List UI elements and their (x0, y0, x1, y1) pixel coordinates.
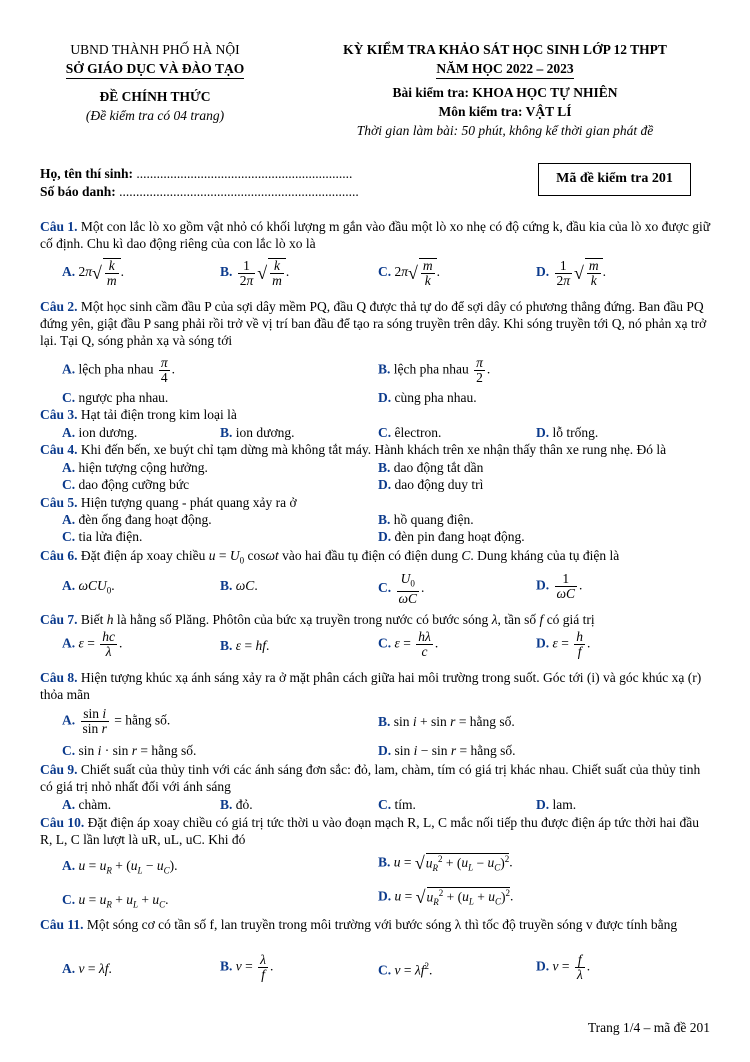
q10-option-a: A. $u = u_R + (u_L - u_C)$. (62, 858, 178, 876)
q6-option-d: D. $\frac{1}{\omega C}$ . (536, 571, 583, 601)
q3-option-c: C. êlectron. (378, 425, 442, 440)
q10-option-b: B. $u = √u_R^2 + (u_L - u_C)^2$. (378, 853, 513, 873)
school-year: NĂM HỌC 2022 – 2023 (305, 59, 705, 79)
q9-option-d: D. lam. (536, 797, 577, 812)
question-2: Câu 2. Một học sinh cầm đầu P của sợi dây mềm PQ, đầu Q được thả tự do để sợi dây có phương thẳng đứng. Ban đầu PQ đứng yên, giật đầu P sang phải rồi trở về vị trí ban đầu để tạo ra sóng truyền trên dây. Khi sóng truyền tới Q, nó phản xạ trở lại. Tại Q, sóng phản xạ và sóng tới (40, 299, 707, 348)
q1-option-b: B. $\frac{1}{2\pi}$ √ $\frac{k}{m}$ . (220, 257, 290, 288)
q8-option-a: A. $\frac{\text{sin i}}{\text{sin r}}$ = hằng số. (62, 706, 171, 736)
q4-option-a: A. hiện tượng cộng hưởng. (62, 460, 208, 475)
q3-option-a: A. ion dương. (62, 425, 138, 440)
page-count-note: (Đề kiểm tra có 04 trang) (85, 108, 225, 123)
q8-option-b: B. sin i + sin r = hằng số. (378, 714, 515, 729)
q10-option-d: D. $u = √u_R^2 + (u_L + u_C)^2$. (378, 887, 514, 907)
q8-option-d: D. sin i − sin r = hằng số. (378, 743, 516, 758)
candidate-name-line: Họ, tên thí sinh: ................................................................ (40, 166, 353, 181)
header-right (305, 40, 705, 140)
q6-option-b: B. ωC. (220, 578, 258, 593)
question-1: Câu 1. Một con lắc lò xo gồm vật nhỏ có khối lượng m gắn vào đầu một lò xo nhẹ có độ cứng k, đầu kia của lò xo được giữ cố định. Chu kì dao động riêng của con lắc lò xo là (40, 219, 711, 251)
q5-option-a: A. đèn ống đang hoạt động. (62, 512, 212, 527)
question-8: Câu 8. Hiện tượng khúc xạ ánh sáng xảy ra ở mặt phân cách giữa hai môi trường trong suốt. Góc tới (i) và góc khúc xạ (r) thỏa mãn (40, 670, 702, 702)
q7-option-d: D. ε = $\frac{h}{f}$ . (536, 629, 591, 659)
q2-option-c: C. ngược pha nhau. (62, 390, 169, 405)
time-note: Thời gian làm bài: 50 phút, không kể thời gian phát đề (356, 123, 654, 138)
q11-option-b: B. v = $\frac{\lambda}{f}$ . (220, 952, 274, 982)
exam-subject-line: Bài kiểm tra: KHOA HỌC TỰ NHIÊN (392, 85, 618, 100)
exam-code-box: Mã đề kiểm tra 201 (538, 163, 691, 196)
q10-option-c: C. $u = u_R + u_L + u_C$. (62, 892, 169, 910)
question-6: Câu 6. Đặt điện áp xoay chiều $u = U_0$ cosωt vào hai đầu tụ điện có điện dung C. Dung kháng của tụ điện là (40, 548, 620, 566)
q4-option-d: D. dao động duy trì (378, 477, 484, 492)
q5-option-b: B. hồ quang điện. (378, 512, 474, 527)
q2-option-a: A. lệch pha nhau $\frac{\pi}{4}$ . (62, 355, 175, 385)
q2-option-d: D. cùng pha nhau. (378, 390, 477, 405)
question-3: Câu 3. Hạt tải điện trong kim loại là (40, 407, 237, 422)
question-10: Câu 10. Đặt điện áp xoay chiều có giá trị tức thời u vào đoạn mạch R, L, C mắc nối tiếp thu được điện áp tức thời hai đầu R, L, C lần lượt là uR, uL, uC. Khi đó (40, 815, 699, 847)
q1-option-c: C. 2π√ $\frac{m}{k}$ . (378, 258, 441, 288)
header-left (40, 40, 270, 125)
q2-option-b: B. lệch pha nhau $\frac{\pi}{2}$ . (378, 355, 491, 385)
q11-option-a: A. v = λf. (62, 961, 112, 976)
q9-option-a: A. chàm. (62, 797, 112, 812)
department-name: SỞ GIÁO DỤC VÀ ĐÀO TẠO (40, 59, 270, 79)
question-9: Câu 9. Chiết suất của thủy tinh với các ánh sáng đơn sắc: đỏ, lam, chàm, tím có giá trị khác nhau. Chiết suất của thủy tinh có giá trị nhỏ nhất đối với ánh sáng (40, 762, 701, 794)
q6-option-a: A. ωCU$_0$. (62, 578, 115, 596)
question-5: Câu 5. Hiện tượng quang - phát quang xảy ra ở (40, 495, 297, 510)
exam-title: KỲ KIỂM TRA KHẢO SÁT HỌC SINH LỚP 12 THPT (343, 42, 667, 57)
subject-name: Môn kiểm tra: VẬT LÍ (438, 104, 572, 119)
q7-option-b: B. ε = hf. (220, 638, 270, 653)
page-footer: Trang 1/4 – mã đề 201 (587, 1020, 710, 1035)
q8-option-c: C. sin i · sin r = hằng số. (62, 743, 197, 758)
q4-option-b: B. dao động tắt dần (378, 460, 484, 475)
q1-option-a: A. 2π√ $\frac{k}{m}$ . (62, 258, 125, 288)
q4-option-c: C. dao động cưỡng bức (62, 477, 190, 492)
question-4: Câu 4. Khi đến bến, xe buýt chỉ tạm dừng mà không tắt máy. Hành khách trên xe nhận thấy thân xe rung nhẹ. Đó là (40, 442, 667, 457)
q9-option-c: C. tím. (378, 797, 416, 812)
q5-option-d: D. đèn pin đang hoạt động. (378, 529, 525, 544)
candidate-id-line: Số báo danh: ....................................................................... (40, 184, 359, 199)
q11-option-d: D. v = $\frac{f}{\lambda}$ . (536, 952, 591, 982)
official-label: ĐỀ CHÍNH THỨC (99, 89, 211, 104)
q1-option-d: D. $\frac{1}{2\pi}$ √ $\frac{m}{k}$ . (536, 257, 607, 288)
q9-option-b: B. đỏ. (220, 797, 253, 812)
q5-option-c: C. tia lửa điện. (62, 529, 143, 544)
q3-option-b: B. ion dương. (220, 425, 295, 440)
q3-option-d: D. lỗ trống. (536, 425, 599, 440)
q11-option-c: C. $v = \lambda f^2$. (378, 961, 433, 978)
question-7: Câu 7. Biết h là hằng số Plăng. Phôtôn của bức xạ truyền trong nước có bước sóng λ, tần số f có giá trị (40, 612, 595, 627)
question-11: Câu 11. Một sóng cơ có tần số f, lan truyền trong môi trường với bước sóng λ thì tốc độ truyền sóng v được tính bằng (40, 917, 678, 932)
city-committee: UBND THÀNH PHỐ HÀ NỘI (70, 42, 240, 57)
q7-option-a: A. ε = $\frac{hc}{\lambda}$ . (62, 629, 123, 659)
q7-option-c: C. ε = $\frac{h\lambda}{c}$ . (378, 629, 439, 659)
q6-option-c: C. $\frac{U_0}{\omega C}$ . (378, 571, 425, 606)
